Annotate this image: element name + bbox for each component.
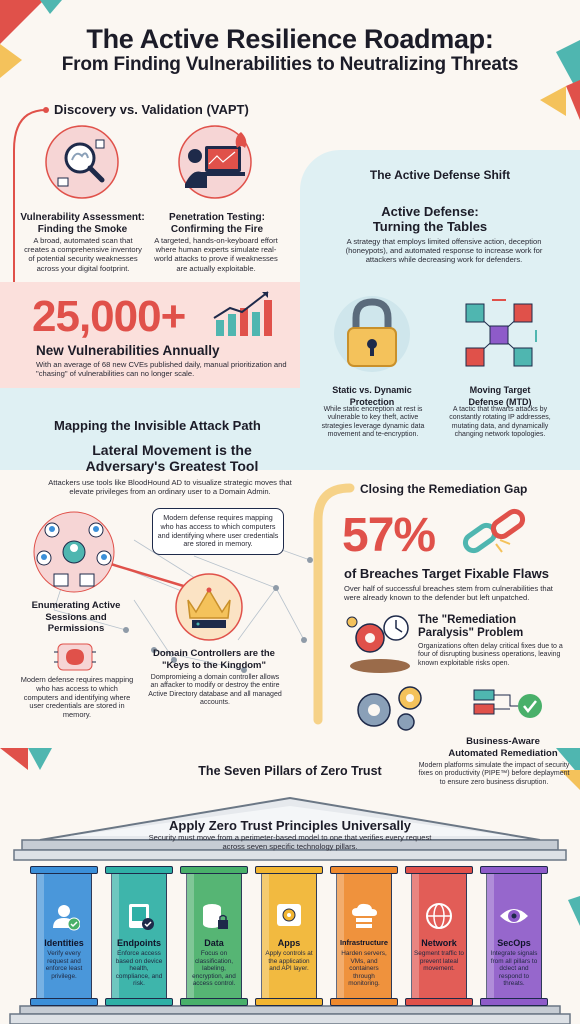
zero-trust-section-title: The Seven Pillars of Zero Trust [198,764,382,778]
pillar-body: Segment traffic to prevent lateal movement. [414,950,464,973]
remediation-percent: 57% [342,509,436,562]
mapping-body: Attackers use tools like BloodHound AD to visualize strategic moves that elevate privileges from an ordinary user to a Domain Admin. [48,478,292,497]
zero-trust-body: Security must move from a perimeter-based model to one that verifies every request across seven specific technology pillars. [148,833,432,852]
pillar-body: Focus on classification, labeling, encryption, and access control. [192,950,236,988]
dc-title: Domain Controllers are the "Keys to the Kingdom" [153,648,275,671]
pillar-name: Endpoints [117,938,161,948]
active-heading: Active Defense: Turning the Tables [372,204,488,234]
pillar-endpoints [105,866,173,1006]
pillar-name: SecOps [497,938,531,948]
automated-flow-check-icon [470,686,546,728]
device-check-icon [123,900,155,932]
page-subtitle: From Finding Vulnerabilities to Neutralizing Threats [61,54,519,75]
remediation-section-title: Closing the Remediation Gap [360,482,528,496]
pillar-name: Infrastructure [339,938,389,947]
pillar-data [180,866,248,1006]
pt-title: Penetration Testing: Confirming the Fire [169,212,265,235]
page-title: The Active Resilience Roadmap: [86,24,494,54]
remediation-body: Over half of successful breaches stem from culnerabilities that were already known to the defender but left unpatched. [344,584,553,603]
magnifier-smoke-icon [42,122,122,202]
mapping-heading: Lateral Movement is the Adversary's Greatest Tool [85,442,259,474]
pillar-body: Integrate signals from all pillars to dclect and respond to threats. [490,950,538,988]
user-sessions-cluster-icon [30,510,120,594]
pt-body: A targeted, hands-on-keyboard effort where human experts simulate real-world attacks to prove if weaknesses are actually exploitable. [154,236,278,273]
static-title: Static vs. Dynamic Protection [332,385,412,407]
globe-icon [423,900,455,932]
padlock-icon [330,292,414,376]
sessions-body: Modern defense requires mapping who has access to which computers and identifying where user credentials are stored in memory. [20,675,134,720]
paralysis-title: The "Remediation Paralysis" Problem [418,614,524,639]
aware-title: Business-Aware Automated Remediation [448,736,558,759]
gears-clock-icon [344,610,416,674]
mtd-title: Moving Target Defense (MTD) [468,385,532,407]
gears-icon [352,684,432,734]
pillar-infrastructure [330,866,398,1006]
user-check-icon [48,900,80,932]
remediation-label: of Breaches Target Fixable Flaws [344,566,549,581]
stats-number: 25,000+ [32,292,186,341]
zero-trust-heading: Apply Zero Trust Principles Universally [168,818,412,833]
static-body: While static encreption at rest is vulnerable to key theft, active strategies leverage dynamic data movement and te-encryption. [321,406,425,439]
pillar-body: Enforce access based on device health, compliance, and risk. [115,950,163,988]
pillar-body: Verify every request and enforce least privilege. [45,950,83,980]
pillar-network [405,866,473,1006]
aware-body: Modern platforms simulate the impact of security fixes on productivity (PIPE™) before deplayment to ensure zero business disruption. [418,762,570,786]
callout-bubble: Modern defense requires mapping who has access to which computers and identifying where user credentials are stored in memory. [152,508,284,555]
active-section-title: The Active Defense Shift [369,168,511,182]
pillar-body: Harden servers, VMs, and containers through monitoring. [341,950,387,988]
mapping-section-title: Mapping the Invisible Attack Path [54,418,261,433]
pillar-name: Network [421,938,457,948]
cloud-server-icon [348,900,380,932]
bar-chart-growth-icon [212,290,276,338]
sessions-title: Enumerating Active Sessions and Permissions [31,600,121,634]
pillar-identities [30,866,98,1006]
eye-icon [498,900,530,932]
dc-body: Dompromieing a domain controller allows an affacker to modify or destroy the entire Active Directory database and all managed accounts. [148,674,282,707]
va-body: A broad, automated scan that creates a comprehensive inventory of potential security weaknesses across your digital footprint. [24,236,142,273]
pillar-secops [480,866,548,1006]
crown-server-icon [172,572,246,642]
stats-body: With an average of 68 new CVEs published daily, manual prioritization and "chasing" of vulnerabilities can no longer scale. [36,360,287,379]
brain-chip-icon [54,640,96,674]
pillar-apps [255,866,323,1006]
hacker-laptop-fire-icon [175,122,257,202]
database-lock-icon [198,900,230,932]
vapt-section-title: Discovery vs. Validation (VAPT) [54,102,249,117]
va-title: Vulnerability Assessment: Finding the Smoke [20,212,145,235]
paralysis-body: Organizations often delay critical fixes due to a four of disrupting business operations, leaving known exploitable risks open. [418,643,563,667]
moving-cubes-icon [456,296,542,374]
mtd-body: A tactic that thwarts attacks by constantly rotating IP addresses, mutating data, and dynamically changing network topologies. [449,406,551,439]
active-body: A strategy that employs limited offensive action, deception (honeypots), and automated response to increase work for attackers while decreasing work for defenders. [345,237,543,265]
pillar-name: Data [204,938,224,948]
broken-chain-icon [456,504,532,564]
stats-label: New Vulnerabilities Annually [36,343,220,358]
app-gear-icon [273,900,305,932]
pillar-name: Apps [277,938,301,948]
pillar-name: Identities [44,938,84,948]
pillar-body: Apply controls at the application and API layer. [265,950,313,973]
